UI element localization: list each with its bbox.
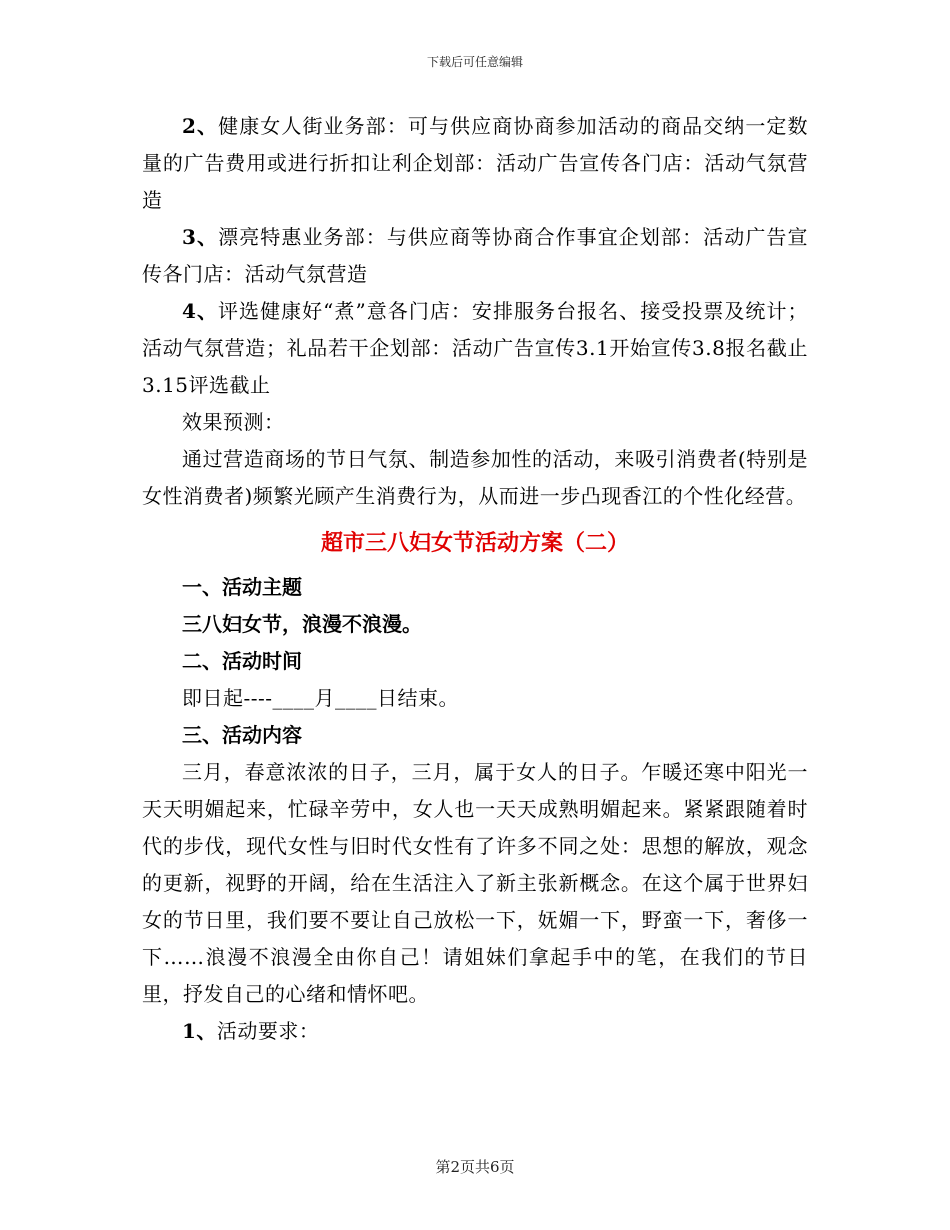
time-text: 即日起----____月____日结束。 [182,686,460,710]
page-footer: 第2页共6页 [435,1158,515,1176]
item-3-text: 漂亮特惠业务部：与供应商等协商合作事宜企划部：活动广告宣传各门店：活动气氛营造 [142,225,809,286]
requirements [142,1013,808,1050]
effect-text: 通过营造商场的节日气氛、制造参加性的活动，来吸引消费者(特别是女性消费者)频繁光顾产生消费行为，从而进一步凸现香江的个性化经营。 [142,447,808,508]
theme-text: 三八妇女节，浪漫不浪漫。 [182,612,422,636]
effect-label: 效果预测： [182,410,285,434]
requirements-text: 活动要求： [216,1019,320,1043]
requirements-number: 1、 [182,1019,217,1043]
heading-theme: 一、活动主题 [182,575,302,599]
section-title: 超市三八妇女节活动方案（二） [320,530,629,556]
item-3 [142,219,808,293]
item-2-text: 健康女人街业务部：可与供应商协商参加活动的商品交纳一定数量的广告费用或进行折扣让利企划部：活动广告宣传各门店：活动气氛营造 [142,114,809,212]
heading-time: 二、活动时间 [182,649,302,673]
content-text: 三月，春意浓浓的日子，三月，属于女人的日子。乍暖还寒中阳光一天天明媚起来，忙碌辛劳中，女人也一天天成熟明媚起来。紧紧跟随着时代的步伐，现代女性与旧时代女性有了许多不同之处：思想的解放，观念的更新，视野的开阔，给在生活注入了新主张新概念。在这个属于世界妇女的节日里，我们要不要让自己放松一下，妩媚一下，野蛮一下，奢侈一下……浪漫不浪漫全由你自己！请姐妹们拿起手中的笔，在我们的节日里，抒发自己的心绪和情怀吧。 [142,760,808,1006]
page-header: 下载后可任意编辑 [426,55,523,69]
item-2-number: 2、 [182,114,219,138]
item-4-number: 4、 [182,299,218,323]
item-3-number: 3、 [182,225,219,249]
heading-content: 三、活动内容 [182,723,302,747]
item-2 [142,108,808,219]
item-4 [142,293,808,404]
document-body [142,108,808,1050]
item-4-text: 评选健康好“煮”意各门店：安排服务台报名、接受投票及统计；活动气氛营造；礼品若干企划部：活动广告宣传3.1开始宣传3.8报名截止3.15评选截止 [142,299,808,397]
